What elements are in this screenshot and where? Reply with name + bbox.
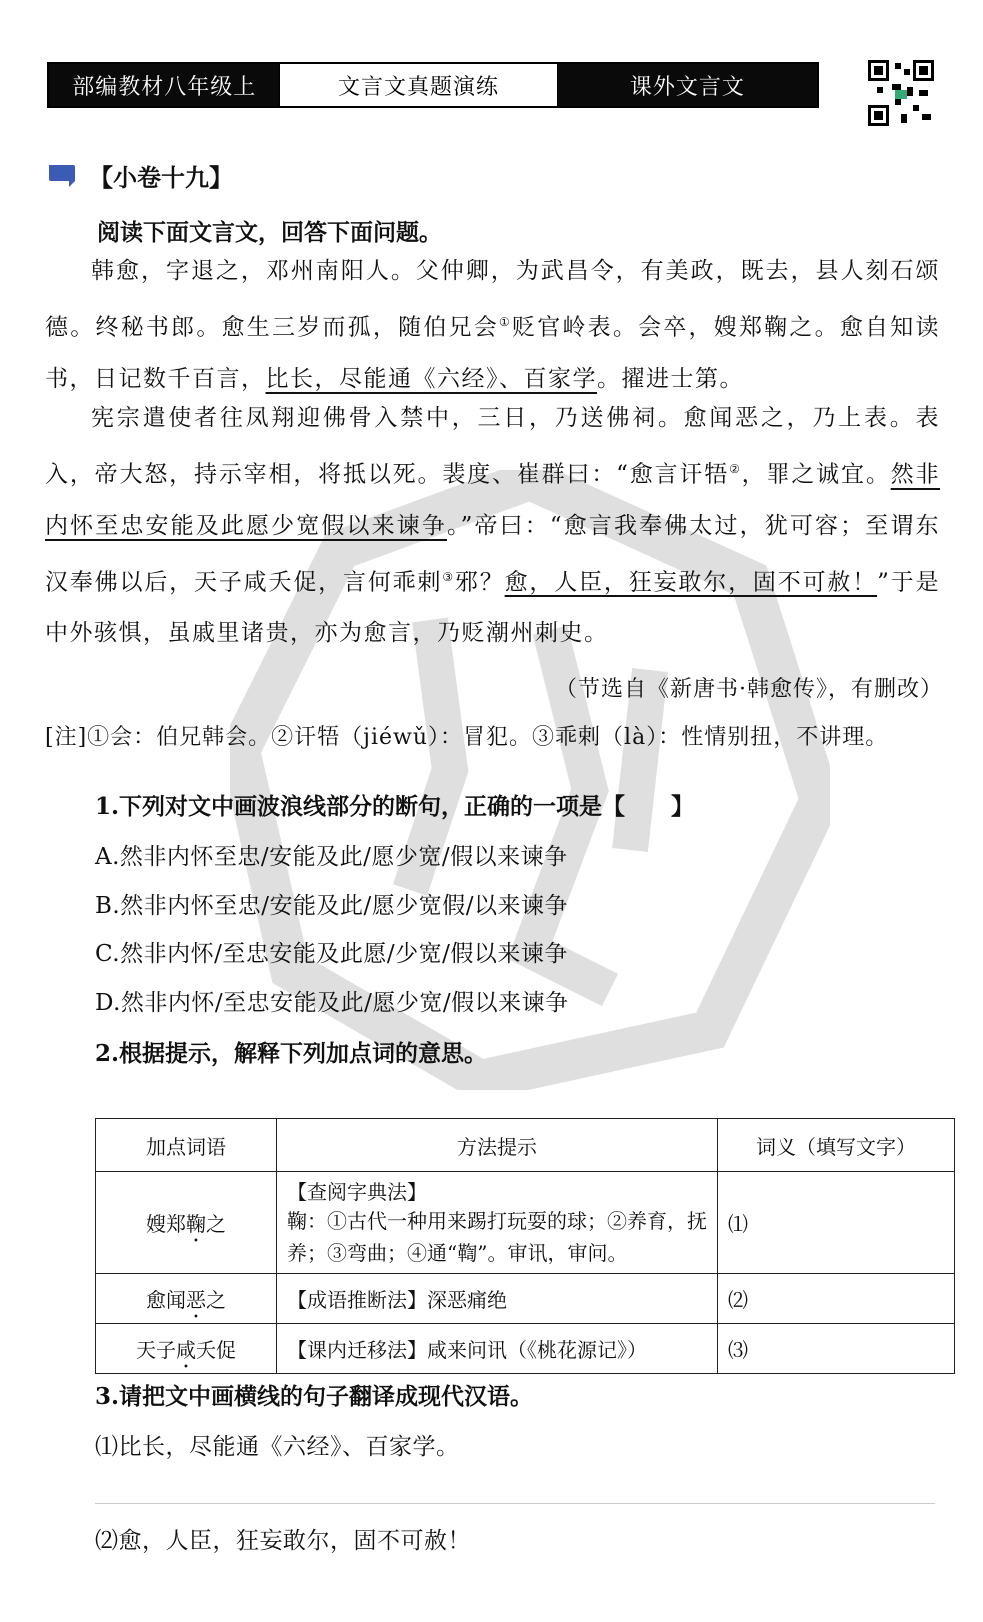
question-2-stem: 2.根据提示，解释下列加点词的意思。 [95, 1040, 488, 1067]
hint-text: 鞠：①古代一种用来踢打玩耍的球；②养育，抚养；③弯曲；④通“鞫”。审讯，审问。 [287, 1209, 707, 1265]
option-d[interactable]: D.然非内怀/至忠安能及此/愿少宽/假以来谏争 [95, 990, 569, 1016]
footnote-marker: ② [729, 462, 742, 476]
footnote-marker: ③ [442, 569, 455, 584]
header-category: 课外文言文 [558, 64, 817, 106]
hint-cell [277, 1172, 718, 1274]
option-c[interactable]: C.然非内怀/至忠安能及此愿/少宽/假以来谏争 [95, 941, 568, 967]
word-part: 嫂郑 [146, 1212, 186, 1236]
section-title: 【小卷十九】 [89, 163, 233, 192]
table-header: 词义（填写文字） [718, 1119, 955, 1172]
underlined-sentence-2: 愈，人臣，狂妄敢尔，固不可赦！ [504, 569, 878, 596]
passage-text: 贬官岭表。会卒，嫂郑鞠之。愈自知读书，日记数千百言， [45, 314, 941, 392]
dotted-word-cell [96, 1324, 277, 1374]
hint-cell: 【课内迁移法】咸来问讯（《桃花源记》） [277, 1324, 718, 1374]
passage-text: ”于是中外骇惧，虽戚里诸贵，亦为愈言，乃贬潮州刺史。 [45, 569, 941, 647]
reading-prompt: 阅读下面文言文，回答下面问题。 [97, 219, 442, 246]
table-row [96, 1172, 955, 1274]
dotted-word-cell [96, 1172, 277, 1274]
underlined-sentence-1: 比长，尽能通《六经》、百家学 [265, 365, 597, 392]
wavy-underlined-sentence: 然非内怀至忠安能及此愿少宽假以来谏争 [45, 461, 941, 539]
word-part: 天子 [136, 1338, 176, 1362]
header-bar [47, 62, 819, 108]
dotted-word-cell [96, 1274, 277, 1324]
passage-text: 。”帝曰：“愈言我奉佛太过，犹可容；至谓东汉奉佛以后，天子咸夭促，言何乖剌 [45, 512, 940, 596]
hint-title: 【查阅字典法】 [287, 1180, 427, 1204]
table-header: 方法提示 [277, 1119, 718, 1172]
option-a[interactable]: A.然非内怀至忠/安能及此/愿少宽/假以来谏争 [95, 844, 568, 870]
table-row [96, 1324, 955, 1374]
question-1-stem: 1.下列对文中画波浪线部分的断句，正确的一项是【 】 [95, 793, 695, 820]
answer-cell[interactable]: ⑶ [718, 1324, 955, 1374]
table-header-row [96, 1119, 955, 1172]
word-part: 夭促 [196, 1338, 236, 1362]
dotted-char: 恶 [186, 1288, 206, 1312]
header-topic: 文言文真题演练 [279, 64, 557, 106]
footnote-marker: ① [498, 315, 512, 329]
answer-cell[interactable]: ⑴ [718, 1172, 955, 1274]
passage-text: 邪？ [454, 569, 505, 596]
translation-sentence-2: ⑵愈，人臣，狂妄敢尔，固不可赦！ [95, 1528, 471, 1554]
qr-code-icon [868, 60, 934, 126]
bookmark-icon [47, 163, 77, 189]
passage-text: ，罪之诚宜。 [741, 461, 891, 488]
passage-text: 宪宗遣使者往凤翔迎佛骨入禁中，三日，乃送佛祠。愈闻恶之，乃上表。表入，帝大怒，持示宰相，将抵以死。裴度、崔群曰：“愈言讦牾 [45, 405, 940, 488]
option-b[interactable]: B.然非内怀至忠/安能及此/愿少宽假/以来谏争 [95, 893, 568, 919]
question-3-stem: 3.请把文中画横线的句子翻译成现代汉语。 [95, 1383, 534, 1410]
dotted-char: 鞠 [186, 1212, 206, 1236]
passage-paragraph-1 [45, 246, 940, 405]
dotted-char: 咸 [176, 1338, 196, 1362]
hint-cell: 【成语推断法】深恶痛绝 [277, 1274, 718, 1324]
source-citation: （节选自《新唐书·韩愈传》，有删改） [555, 677, 943, 702]
word-meaning-table [95, 1118, 955, 1374]
word-part: 之 [206, 1288, 226, 1312]
footnotes: [注]①会：伯兄韩会。②讦牾（jiéwǔ）：冒犯。③乖剌（là）：性情别扭，不讲理。 [45, 725, 889, 750]
table-header: 加点词语 [96, 1119, 277, 1172]
word-part: 之 [206, 1212, 226, 1236]
passage-text: 韩愈，字退之，邓州南阳人。父仲卿，为武昌令，有美政，既去，县人刻石颂德。终秘书郎。愈生三岁而孤，随伯兄会 [45, 258, 940, 341]
section-title-row [47, 158, 233, 193]
word-part: 愈闻 [146, 1288, 186, 1312]
translation-sentence-1: ⑴比长，尽能通《六经》、百家学。 [95, 1434, 460, 1460]
header-grade: 部编教材八年级上 [49, 64, 279, 106]
passage-text: 。擢进士第。 [597, 365, 744, 392]
table-row [96, 1274, 955, 1324]
answer-line[interactable] [95, 1503, 935, 1504]
passage-paragraph-2 [45, 393, 940, 659]
answer-cell[interactable]: ⑵ [718, 1274, 955, 1324]
